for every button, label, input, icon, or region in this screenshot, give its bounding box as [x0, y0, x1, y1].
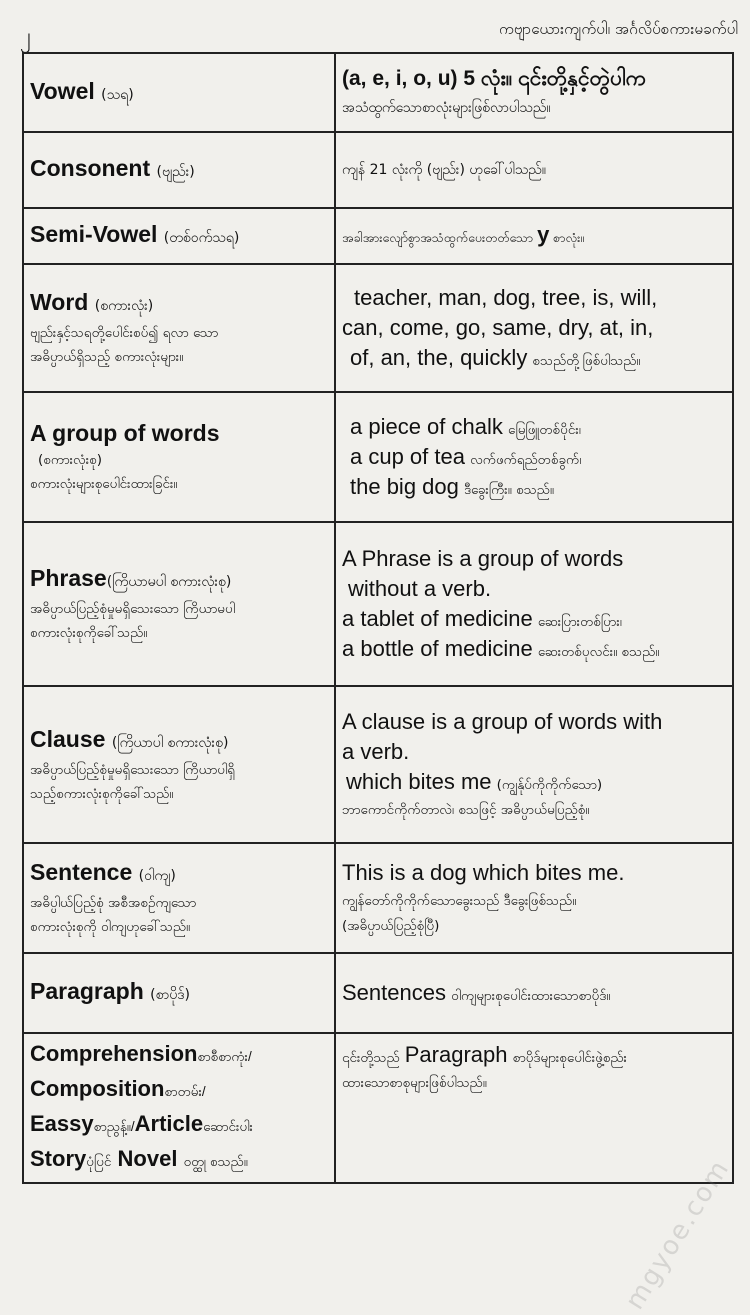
term-label: Semi-Vowel	[30, 221, 158, 247]
term-cell	[23, 843, 335, 953]
description-text: စာပိုဒ်များစုပေါင်းဖွဲ့စည်း	[512, 1050, 627, 1066]
term-gloss: (စကားလုံး)	[94, 298, 154, 314]
term-note: စကားလုံးစုကိုခေါ်သည်။	[30, 625, 148, 641]
term-cell	[23, 392, 335, 522]
term-note: စကားလုံးစုကို ဝါကျဟုခေါ်သည်။	[30, 919, 191, 935]
term-label: Consonent	[30, 155, 151, 181]
description-line: This is a dog which bites me.	[342, 860, 625, 885]
term-gloss: (ဗျည်း)	[156, 164, 195, 180]
term-cell	[23, 264, 335, 392]
term-label: A group of words	[30, 420, 220, 446]
description-cell	[335, 392, 733, 522]
description-line: without a verb.	[348, 576, 492, 601]
description-text: ဝါကျများစုပေါင်းထားသောစာပိုဒ်။	[451, 988, 611, 1004]
term-note: အဓိပ္ပာယ်ရှိသည့် စကားလုံးများ။	[30, 349, 184, 365]
page-number: ၂	[20, 24, 31, 49]
term-cell	[23, 53, 335, 132]
description-cell	[335, 953, 733, 1033]
table-row	[23, 132, 733, 208]
description-text: ၎င်းတို့သည်	[342, 1050, 400, 1066]
description-cell	[335, 686, 733, 843]
description-cell	[335, 522, 733, 686]
term-label: Phrase	[30, 565, 107, 591]
term-label: Vowel	[30, 77, 95, 104]
description-line: ကျွန်တော်ကိုကိုက်သောခွေးသည် ဒီခွေးဖြစ်သည်။	[342, 893, 577, 909]
term-note: ဗျည်းနှင့်သရတို့ပေါင်းစပ်၍ ရလာ သော	[30, 325, 219, 341]
example-line: a piece of chalk မြေဖြူတစ်ပိုင်း၊	[350, 414, 581, 439]
term-gloss: (စာပိုဒ်)	[150, 987, 190, 1003]
description-text: Paragraph	[404, 1042, 508, 1067]
description-cell	[335, 132, 733, 208]
term-label: Clause	[30, 725, 106, 752]
term-line: Storyပုံပြင် Novel ဝတ္ထု စသည်။	[30, 1146, 248, 1171]
description-line: (အဓိပ္ပာယ်ပြည့်စုံပြီ)	[342, 918, 440, 934]
term-cell	[23, 953, 335, 1033]
table-row	[23, 843, 733, 953]
description-line: teacher, man, dog, tree, is, will,	[354, 285, 658, 310]
term-label: Sentence	[30, 859, 133, 885]
term-cell	[23, 208, 335, 264]
term-line: Eassyစာညွန့်။/Articleဆောင်းပါး	[30, 1111, 253, 1136]
term-note: စကားလုံးများစုပေါင်းထားခြင်း။	[30, 476, 178, 492]
description-line: A clause is a group of words with	[342, 708, 663, 734]
term-gloss: (စကားလုံးစု)	[38, 452, 102, 468]
description-tail: စသည်တို့ဖြစ်ပါသည်။	[532, 353, 641, 369]
term-label: Paragraph	[30, 978, 144, 1004]
description-text: စာလုံး။	[553, 229, 585, 245]
term-gloss: (ကြိယာပါ စကားလုံးစု)	[111, 734, 229, 751]
description-line: အသံထွက်သောစာလုံးများဖြစ်လာပါသည်။	[342, 99, 551, 116]
description-bold-letter: y	[537, 221, 550, 247]
description-line: ကျန် 21 လုံးကို (ဗျည်း) ဟုခေါ်ပါသည်။	[342, 162, 547, 178]
term-line: Comprehensionစာစီစာကုံး/	[30, 1041, 252, 1066]
example-line: a cup of tea လက်ဖက်ရည်တစ်ခွက်၊	[350, 444, 582, 469]
term-gloss: (သရ)	[101, 86, 134, 103]
term-gloss: (ဝါကျ)	[138, 868, 176, 884]
description-line: of, an, the, quickly	[350, 345, 528, 370]
term-gloss: (ကြိယာမပါ စကားလုံးစု)	[106, 574, 232, 590]
description-line: A Phrase is a group of words	[342, 546, 624, 571]
example-line: a tablet of medicine ဆေးပြားတစ်ပြား၊	[342, 606, 622, 631]
grammar-table	[22, 52, 734, 1184]
running-head: ကဗျာယေားကျက်ပါ၊ အင်္ဂလိပ်စကားမခက်ပါ	[499, 20, 738, 38]
term-cell	[23, 522, 335, 686]
term-note: အဓိပ္ပာယ်ပြည့်စုံမှုမရှိသေးသော ကြိယာမပါ	[30, 601, 235, 617]
description-text: အခါအားလျော်စွာအသံထွက်ပေးတတ်သော	[342, 229, 534, 245]
table-row	[23, 1033, 733, 1183]
term-note: အဓိပ္ပါယ်ပြည့်စုံ အစီအစဉ်ကျသော	[30, 895, 197, 911]
term-line: Compositionစာတမ်း/	[30, 1076, 206, 1101]
table-row	[23, 522, 733, 686]
table-row	[23, 53, 733, 132]
example-line: a bottle of medicine ဆေးတစ်ပုလင်း။ စသည်။	[342, 636, 660, 661]
watermark: mgyoe.com	[619, 1154, 736, 1315]
description-line: can, come, go, same, dry, at, in,	[342, 315, 654, 340]
example-line: the big dog ဒီခွေးကြီး။ စသည်။	[350, 474, 554, 499]
description-cell	[335, 53, 733, 132]
term-cell	[23, 686, 335, 843]
description-text: Sentences	[342, 980, 446, 1005]
table-row	[23, 264, 733, 392]
description-cell	[335, 208, 733, 264]
description-cell	[335, 843, 733, 953]
description-line: (a, e, i, o, u) 5 လုံး။ ၎င်းတို့နှင့်တွဲပါက	[342, 66, 647, 90]
table-row	[23, 208, 733, 264]
page-header	[0, 0, 750, 52]
description-cell	[335, 1033, 733, 1183]
term-cell	[23, 1033, 335, 1183]
table-row	[23, 953, 733, 1033]
table-row	[23, 686, 733, 843]
description-line: ထားသောစာစုများဖြစ်ပါသည်။	[342, 1075, 487, 1091]
description-line: a verb.	[342, 738, 410, 764]
term-note: အဓိပ္ပာယ်ပြည့်စုံမှုမရှိသေးသော ကြိယာပါရှိ	[30, 761, 236, 778]
term-cell	[23, 132, 335, 208]
description-cell	[335, 264, 733, 392]
table-row	[23, 392, 733, 522]
example-line: which bites me (ကျွန်ုပ်ကိုကိုက်သော)	[346, 768, 603, 794]
term-gloss: (တစ်ဝက်သရ)	[163, 230, 240, 246]
description-line: ဘာကောင်ကိုက်တာလဲ၊ စသဖြင့် အဓိပ္ပာယ်မပြည့်စုံ။	[342, 801, 590, 818]
term-note: သည့်စကားလုံးစုကိုခေါ်သည်။	[30, 785, 174, 802]
term-label: Word	[30, 289, 89, 315]
